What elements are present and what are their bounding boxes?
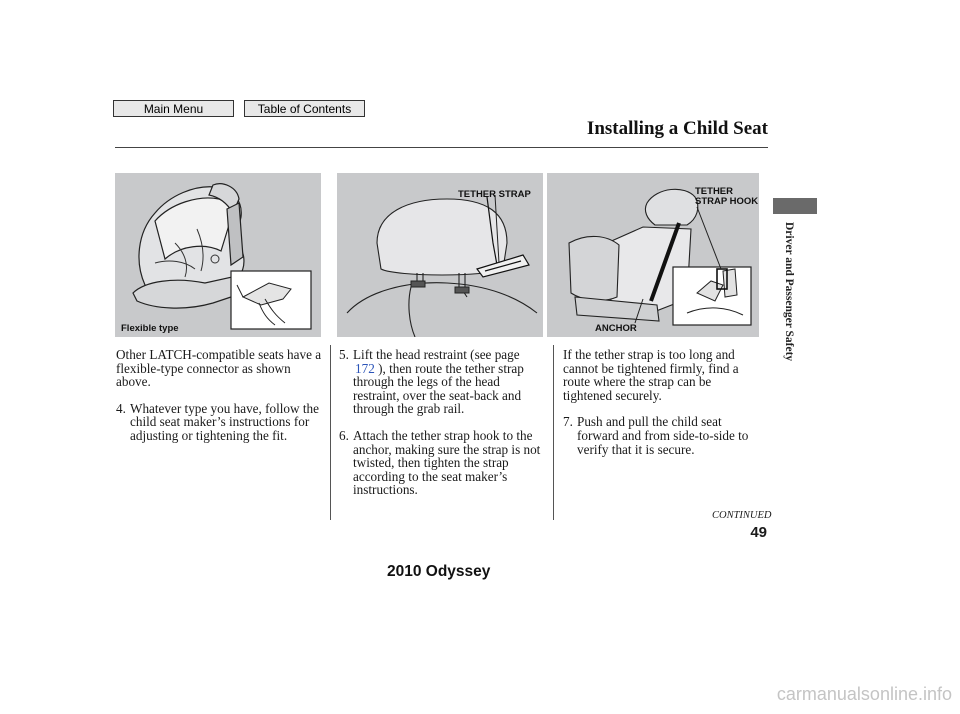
- column-right: [563, 348, 763, 456]
- watermark: carmanualsonline.info: [776, 684, 952, 704]
- column-middle: [339, 348, 547, 497]
- step-number: 6.: [339, 427, 349, 443]
- column-left: [116, 348, 326, 443]
- figure-flexible-connector: [115, 173, 321, 337]
- intro-paragraph: If the tether strap is too long and cannot be tightened firmly, find a route where the strap can be tightened securely.: [563, 347, 739, 403]
- page-title: Installing a Child Seat: [586, 118, 768, 139]
- step-number: 5.: [339, 347, 349, 362]
- step-text: Attach the tether strap hook to the anchor, making sure the strap is not twisted, then tighten the strap according to the seat maker’s instructions.: [353, 427, 541, 498]
- section-tab-label: Driver and Passenger Safety: [783, 222, 795, 362]
- figure-label-tether-strap-hook: TETHER STRAP HOOK: [695, 186, 759, 207]
- section-tab-marker: [773, 198, 817, 214]
- continued-label: CONTINUED: [712, 510, 772, 521]
- figure-caption-flexible-type: Flexible type: [121, 323, 179, 334]
- column-divider: [553, 345, 554, 520]
- column-divider: [330, 345, 331, 520]
- model-name: 2010 Odyssey: [387, 563, 491, 580]
- intro-paragraph: Other LATCH-compatible seats have a flexible-type connector as shown above.: [116, 347, 322, 390]
- figure-tether-strap: [337, 173, 543, 337]
- main-menu-button[interactable]: Main Menu: [113, 100, 234, 117]
- page-reference-link[interactable]: 172: [355, 360, 375, 376]
- step-text-continued: ), then route the tether strap through the legs of the head restraint, over the seat-back and through the grab rail.: [353, 360, 524, 417]
- child-seat-illustration: [115, 173, 321, 337]
- step-6: [339, 429, 547, 497]
- step-number: 7.: [563, 414, 573, 430]
- page-number: 49: [750, 524, 767, 541]
- step-text: Lift the head restraint (see page: [353, 347, 520, 362]
- figure-label-anchor: ANCHOR: [595, 323, 637, 334]
- step-text: Push and pull the child seat forward and from side-to-side to verify that it is secure.: [577, 414, 749, 457]
- header-rule: [115, 147, 768, 148]
- step-number: 4.: [116, 400, 126, 416]
- table-of-contents-button[interactable]: Table of Contents: [244, 100, 365, 117]
- step-text: Whatever type you have, follow the child seat maker’s instructions for adjusting or tightening the fit.: [130, 400, 319, 443]
- step-7: [563, 415, 763, 456]
- step-4: [116, 402, 326, 443]
- step-5: [339, 348, 547, 416]
- figure-label-tether-strap: TETHER STRAP: [458, 189, 531, 200]
- figure-tether-hook-anchor: [547, 173, 759, 337]
